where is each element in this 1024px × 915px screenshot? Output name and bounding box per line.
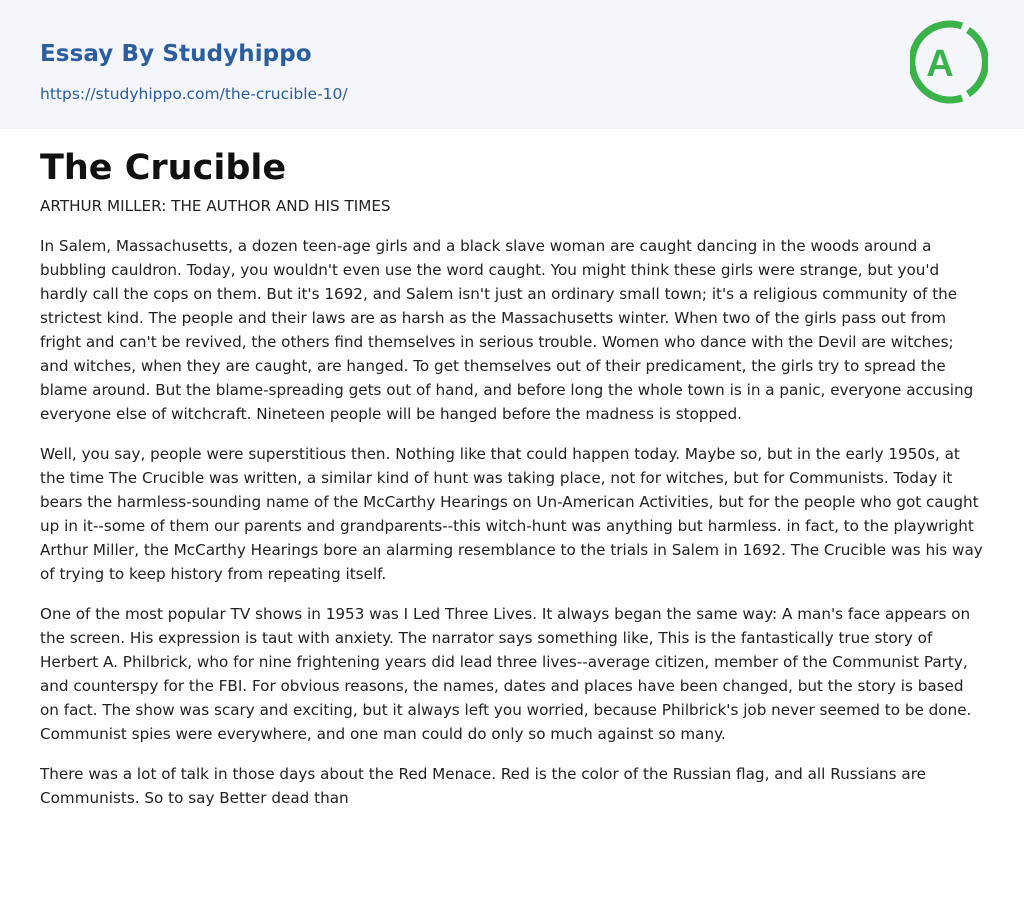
logo-icon: [910, 18, 988, 106]
page-title: The Crucible: [40, 148, 287, 188]
article-subtitle: ARTHUR MILLER: THE AUTHOR AND HIS TIMES: [40, 197, 391, 215]
logo-letter: A: [926, 43, 954, 85]
brand-title: Essay By Studyhippo: [40, 41, 312, 67]
paragraph: One of the most popular TV shows in 1953 was I Led Three Lives. It always began the same way: A man's face appears on the screen. His expression is taut with anxiety. The narrator says something like, This is the fantastically true story of Herbert A. Philbrick, who for nine frightening years did lead three lives--average citizen, member of the Communist Party, and counterspy for the FBI. For obvious reasons, the names, dates and places have been changed, but the story is based on fact. The show was scary and exciting, but it always left you worried, because Philbrick's job never seemed to be done. Communist spies were everywhere, and one man could do only so much against so many.: [40, 605, 972, 743]
paragraph: There was a lot of talk in those days about the Red Menace. Red is the color of the Russian flag, and all Russians are Communists. So to say Better dead than: [40, 765, 926, 807]
article-body: [40, 234, 984, 826]
paragraph: Well, you say, people were superstitious then. Nothing like that could happen today. Maybe so, but in the early 1950s, at the time The Crucible was written, a similar kind of hunt was taking place, not for witches, but for Communists. Today it bears the harmless-sounding name of the McCarthy Hearings on Un-American Activities, but for the people who got caught up in it--some of them our parents and grandparents--this witch-hunt was anything but harmless. in fact, to the playwright Arthur Miller, the McCarthy Hearings bore an alarming resemblance to the trials in Salem in 1692. The Crucible was his way of trying to keep history from repeating itself.: [40, 445, 983, 583]
paragraph: In Salem, Massachusetts, a dozen teen-age girls and a black slave woman are caught dancing in the woods around a bubbling cauldron. Today, you wouldn't even use the word caught. You might think these girls were strange, but you'd hardly call the cops on them. But it's 1692, and Salem isn't just an ordinary small town; it's a religious community of the strictest kind. The people and their laws are as harsh as the Massachusetts winter. When two of the girls pass out from fright and can't be revived, the others find themselves in serious trouble. Women who dance with the Devil are witches; and witches, when they are caught, are hanged. To get themselves out of their predicament, the girls try to spread the blame around. But the blame-spreading gets out of hand, and before long the whole town is in a panic, everyone accusing everyone else of witchcraft. Nineteen people will be hanged before the madness is stopped.: [40, 237, 974, 423]
source-url-link[interactable]: https://studyhippo.com/the-crucible-10/: [40, 85, 348, 103]
